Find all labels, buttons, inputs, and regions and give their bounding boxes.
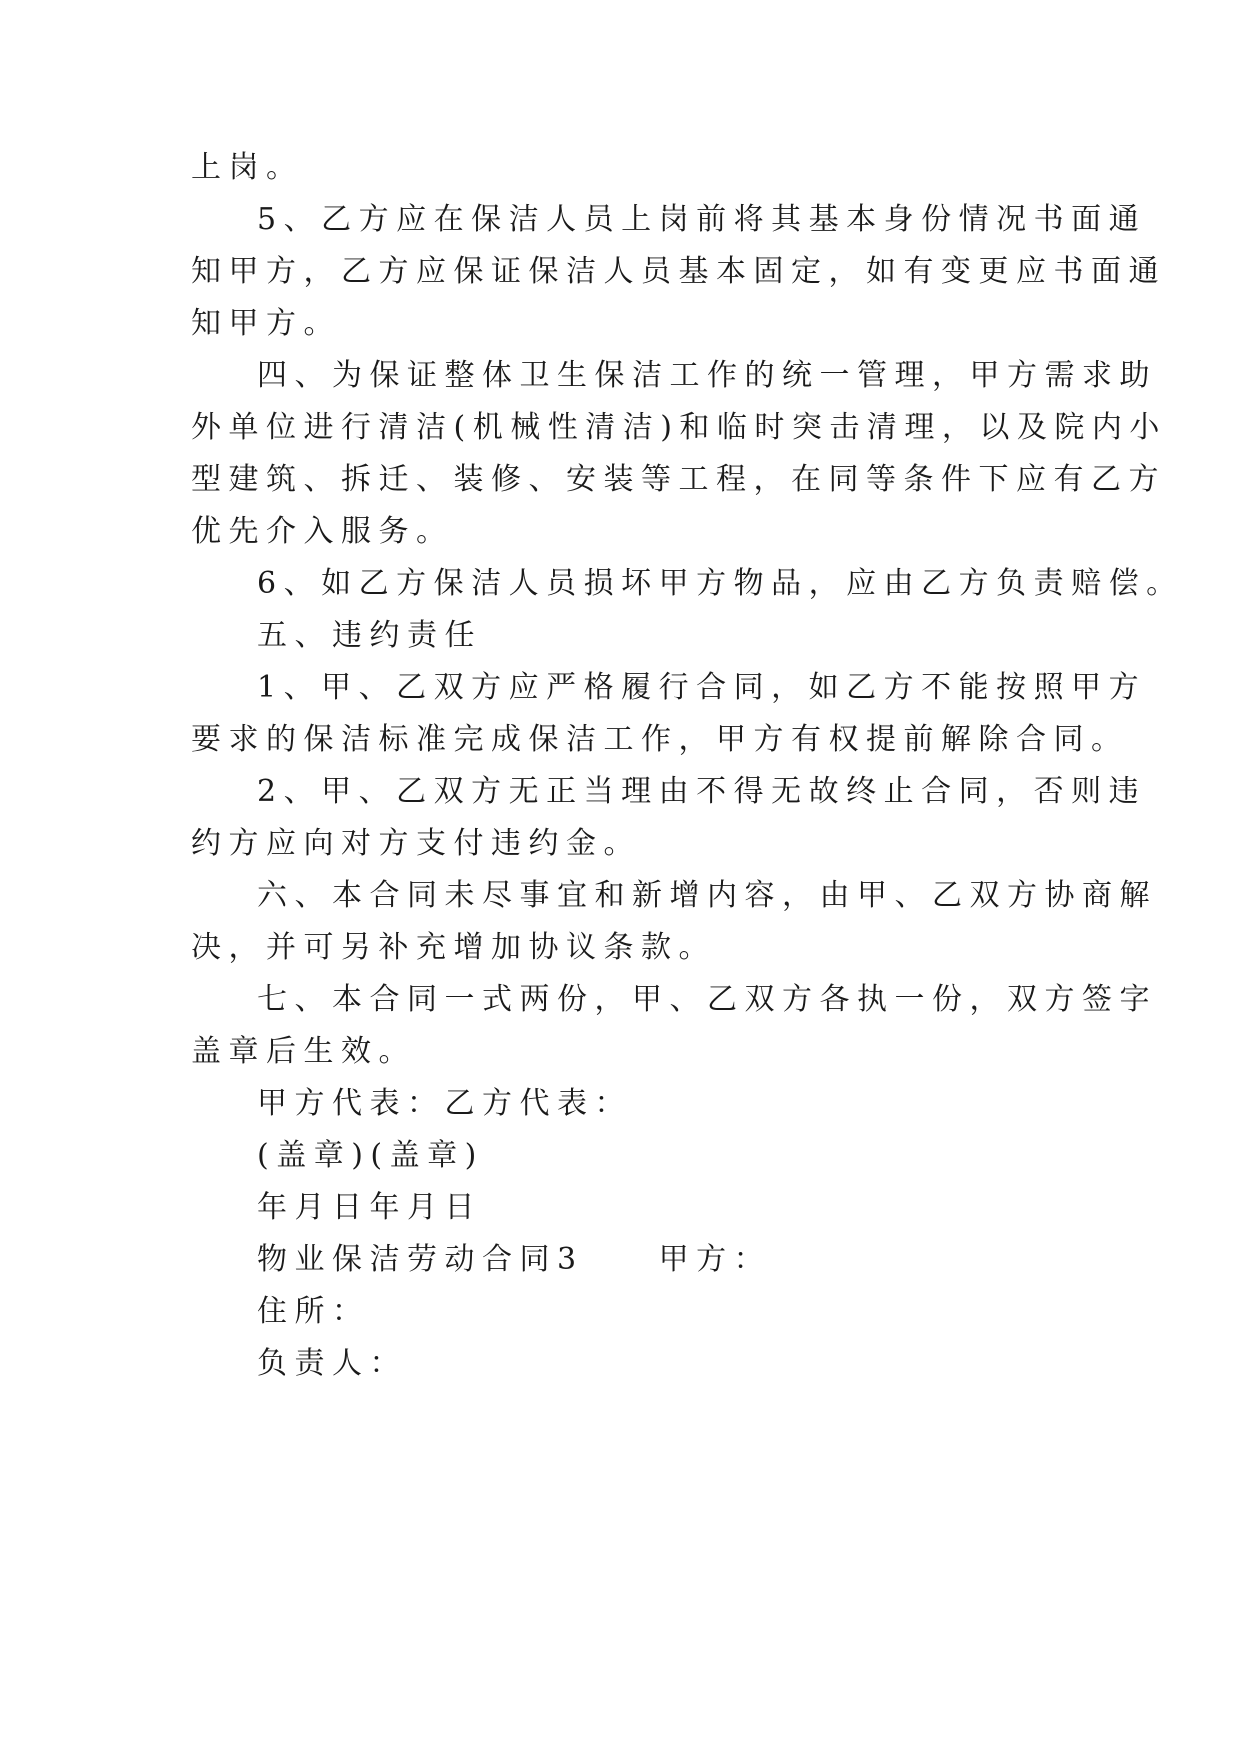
signature-seal: (盖章)(盖章) <box>257 1138 484 1173</box>
contract-title-line: 物业保洁劳动合同3 甲方： <box>257 1242 772 1277</box>
text-line: 5、乙方应在保洁人员上岗前将其基本身份情况书面通 <box>257 202 1147 237</box>
text-line: 6、如乙方保洁人员损坏甲方物品，应由乙方负责赔偿。 <box>257 566 1184 601</box>
text-line: 外单位进行清洁(机械性清洁)和临时突击清理，以及院内小 <box>191 410 1167 445</box>
text-line: 型建筑、拆迁、装修、安装等工程，在同等条件下应有乙方 <box>191 462 1166 497</box>
text-line: 上岗。 <box>191 150 304 185</box>
text-line: 决，并可另补充增加协议条款。 <box>191 930 716 965</box>
address-field: 住所： <box>257 1294 370 1329</box>
text-line: 盖章后生效。 <box>191 1034 416 1069</box>
text-line: 知甲方。 <box>191 306 341 341</box>
signature-date: 年月日年月日 <box>257 1190 482 1225</box>
text-line: 四、为保证整体卫生保洁工作的统一管理，甲方需求助 <box>257 358 1157 393</box>
signature-representatives: 甲方代表：乙方代表： <box>257 1086 632 1121</box>
text-line: 优先介入服务。 <box>191 514 454 549</box>
text-line: 约方应向对方支付违约金。 <box>191 826 641 861</box>
responsible-person-field: 负责人： <box>257 1346 407 1381</box>
section-heading: 五、违约责任 <box>257 618 482 653</box>
text-line: 要求的保洁标准完成保洁工作，甲方有权提前解除合同。 <box>191 722 1129 757</box>
text-line: 六、本合同未尽事宜和新增内容，由甲、乙双方协商解 <box>257 878 1157 913</box>
text-line: 1、甲、乙双方应严格履行合同，如乙方不能按照甲方 <box>257 670 1147 705</box>
text-line: 2、甲、乙双方无正当理由不得无故终止合同，否则违 <box>257 774 1147 809</box>
text-line: 知甲方，乙方应保证保洁人员基本固定，如有变更应书面通 <box>191 254 1166 289</box>
text-line: 七、本合同一式两份，甲、乙双方各执一份，双方签字 <box>257 982 1157 1017</box>
